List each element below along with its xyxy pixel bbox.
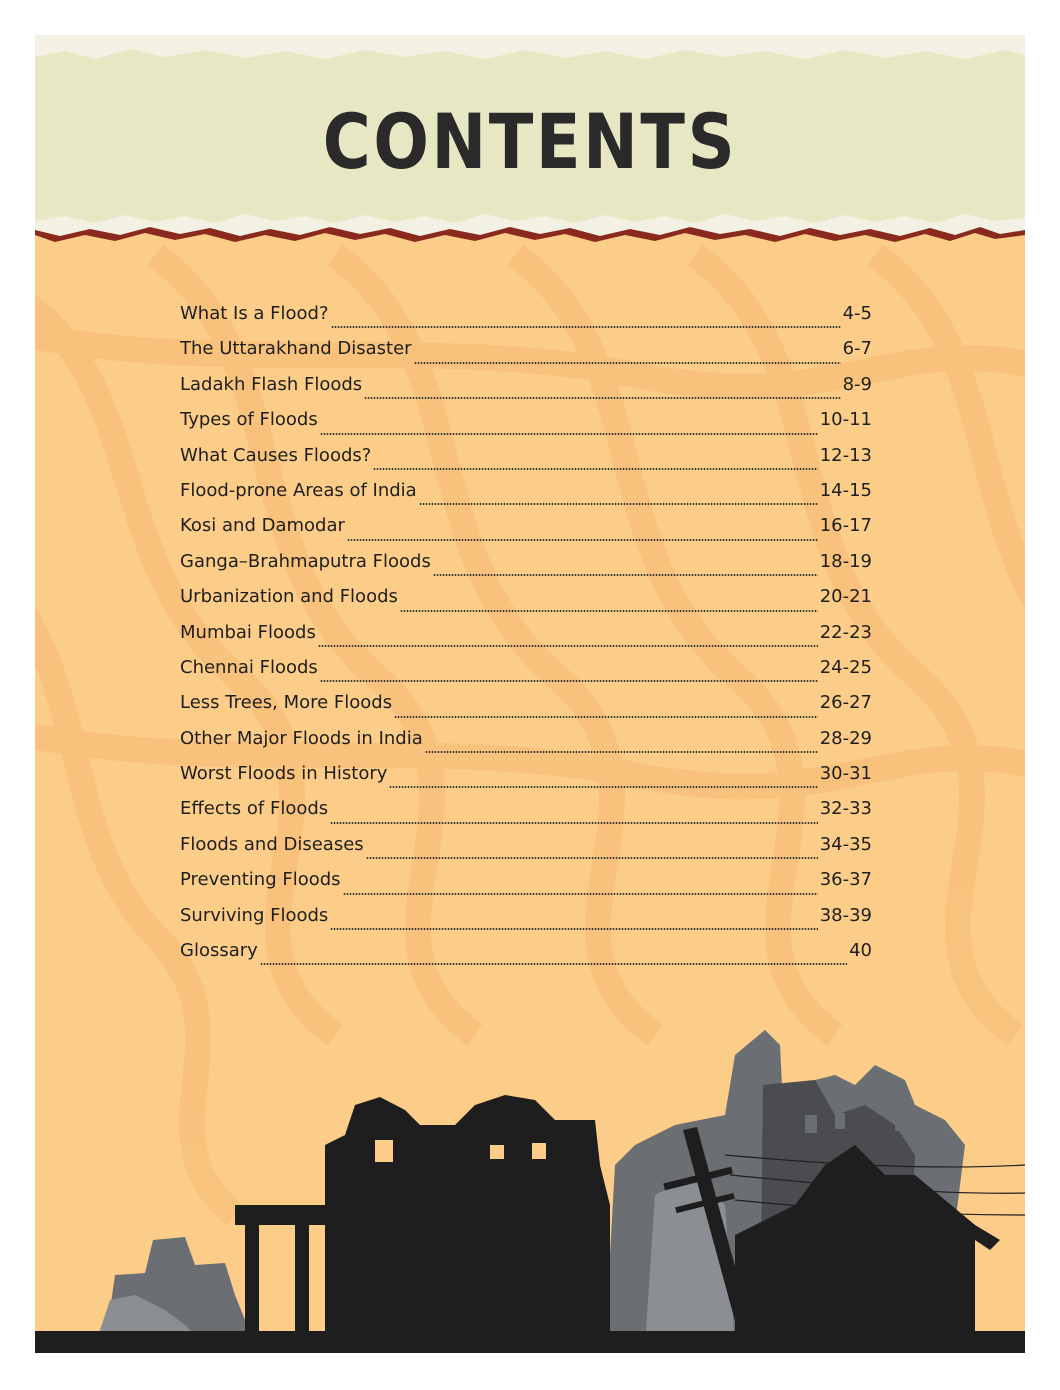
dot-leader [347,539,818,541]
toc-entry-pages: 38-39 [819,904,872,926]
page-title: CONTENTS [322,97,738,186]
dot-leader [425,751,818,753]
dot-leader [320,433,818,435]
toc-entry[interactable] [180,940,872,975]
toc-entry-pages: 14-15 [819,479,872,501]
dot-leader [394,716,818,718]
toc-entry-title: Urbanization and Floods [180,586,398,608]
toc-entry-pages: 34-35 [819,833,872,855]
toc-entry-pages: 30-31 [819,763,872,785]
toc-entry-title: Glossary [180,940,258,962]
toc-entry[interactable] [180,338,872,373]
toc-entry[interactable] [180,763,872,798]
toc-entry[interactable] [180,657,872,692]
toc-entry-title: Worst Floods in History [180,763,388,785]
dot-leader [331,326,841,328]
toc-entry-pages: 16-17 [819,515,872,537]
toc-entry-title: Preventing Floods [180,869,341,891]
toc-entry[interactable] [180,869,872,904]
toc-entry-title: Types of Floods [180,409,318,431]
dot-leader [419,503,818,505]
toc-entry-title: What Is a Flood? [180,303,329,324]
toc-entry-title: Kosi and Damodar [180,515,345,537]
dot-leader [364,397,840,399]
toc-entry[interactable] [180,374,872,409]
toc-entry-pages: 26-27 [819,692,872,714]
dot-leader [330,928,817,930]
toc-entry[interactable] [180,586,872,621]
toc-entry-title: Chennai Floods [180,656,318,678]
toc-entry-pages: 28-29 [819,727,872,749]
page [35,35,1025,1353]
toc-entry-title: Effects of Floods [180,798,329,820]
dot-leader [414,362,841,364]
toc-entry-pages: 18-19 [819,550,872,572]
dot-leader [400,610,818,612]
dot-leader [320,680,818,682]
toc-entry[interactable] [180,798,872,833]
ruined-city-silhouette [35,1025,1025,1353]
toc-entry-pages: 22-23 [819,621,872,643]
dot-leader [373,468,817,470]
toc-entry-pages: 6-7 [842,338,872,360]
toc-entry-title: The Uttarakhand Disaster [180,338,412,360]
toc-entry-title: Other Major Floods in India [180,727,423,749]
toc-entry-pages: 8-9 [842,373,872,395]
toc-entry[interactable] [180,409,872,444]
dot-leader [318,645,818,647]
toc-entry[interactable] [180,905,872,940]
toc-entry-pages: 24-25 [819,656,872,678]
toc-entry-pages: 12-13 [819,444,872,466]
dot-leader [343,893,818,895]
toc-entry-title: Floods and Diseases [180,833,364,855]
dot-leader [389,786,817,788]
dot-leader [433,574,818,576]
toc-entry-title: Surviving Floods [180,904,329,926]
toc-entry-title: Ladakh Flash Floods [180,373,363,395]
toc-entry[interactable] [180,622,872,657]
dot-leader [330,822,818,824]
toc-entry[interactable] [180,728,872,763]
toc-entry-pages: 4-5 [842,303,872,324]
toc-entry[interactable] [180,445,872,480]
toc-entry-pages: 40 [849,940,872,962]
dot-leader [260,963,847,965]
toc-entry-title: What Causes Floods? [180,444,372,466]
toc-entry[interactable] [180,692,872,727]
toc-entry-title: Mumbai Floods [180,621,316,643]
toc-entry-pages: 10-11 [819,409,872,431]
toc-entry-title: Less Trees, More Floods [180,692,393,714]
toc-entry-pages: 20-21 [819,586,872,608]
toc-entry[interactable] [180,480,872,515]
toc-entry[interactable] [180,515,872,550]
toc-entry-title: Ganga–Brahmaputra Floods [180,550,431,572]
toc-entry-pages: 36-37 [819,869,872,891]
toc-entry[interactable] [180,551,872,586]
toc-entry-title: Flood-prone Areas of India [180,479,417,501]
toc-entry-pages: 32-33 [819,798,872,820]
toc-entry[interactable] [180,834,872,869]
dot-leader [366,857,818,859]
table-of-contents [180,303,872,975]
toc-entry[interactable] [180,303,872,338]
